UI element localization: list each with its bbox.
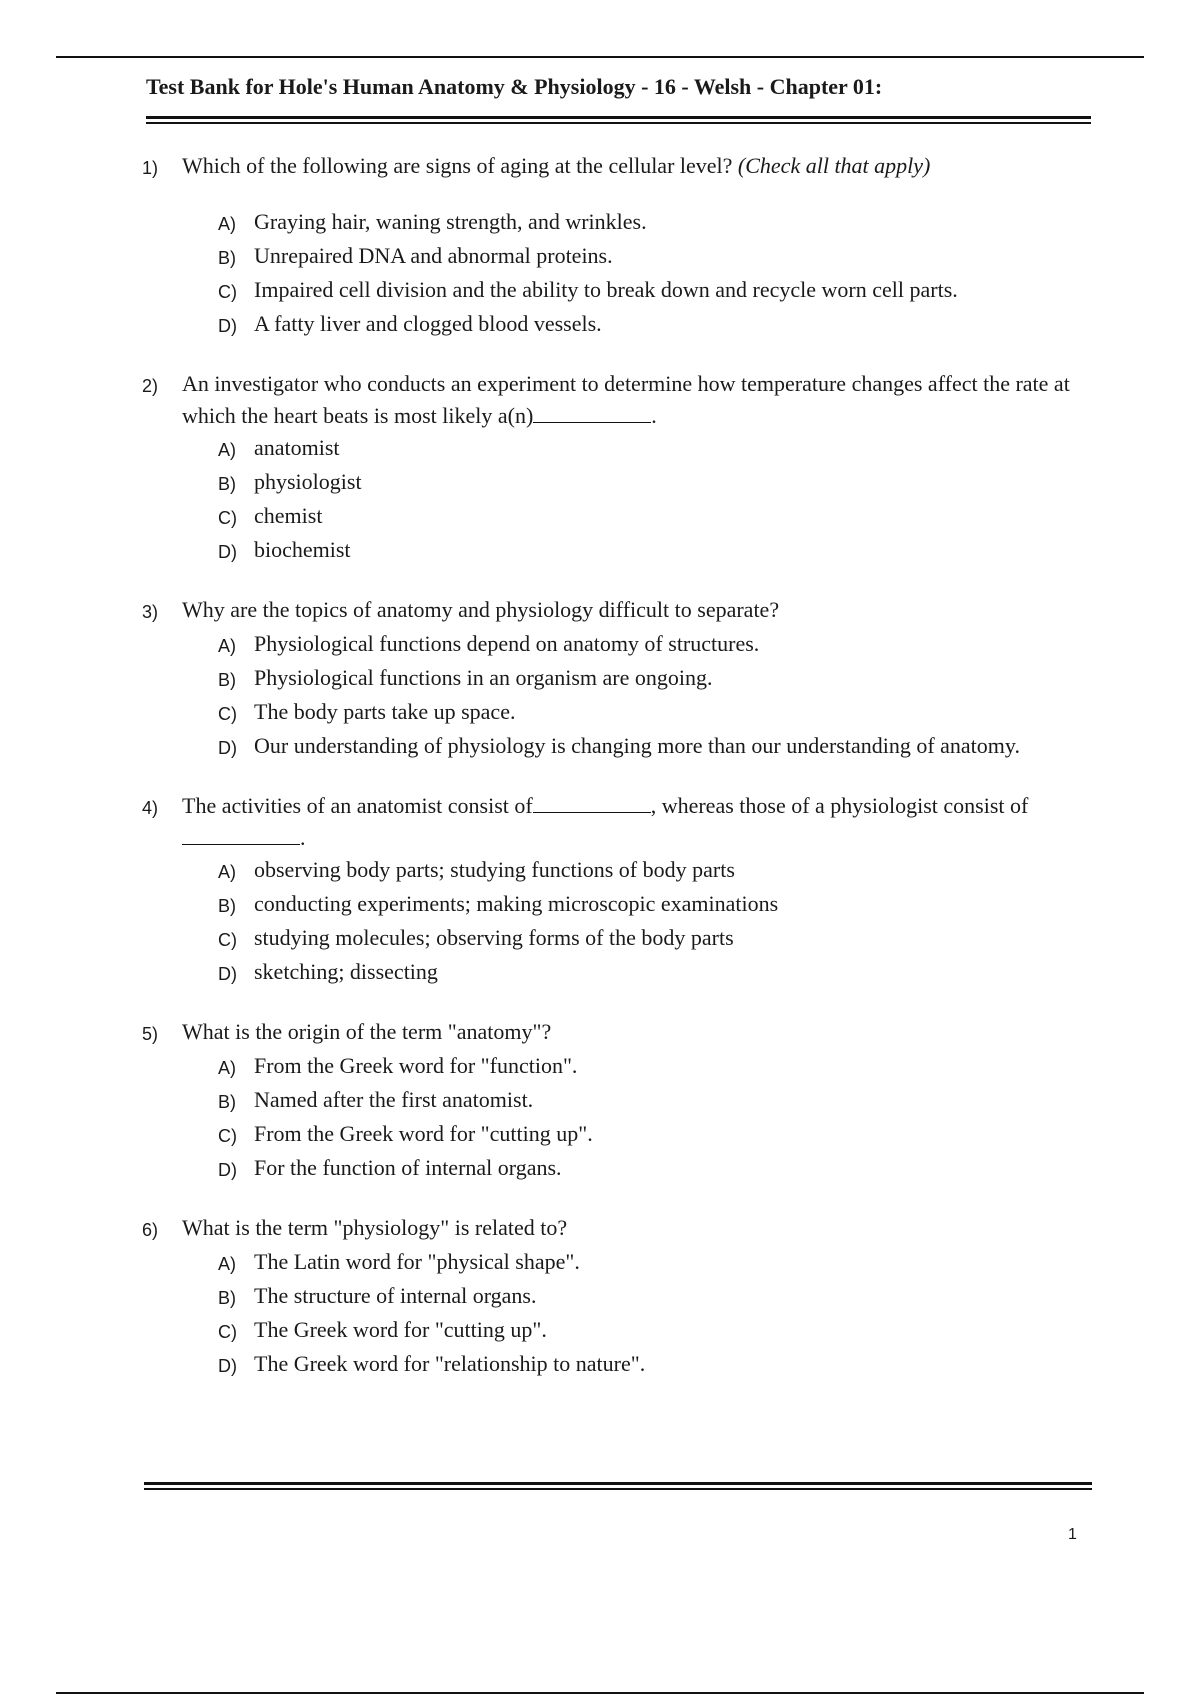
question-number: 3) [142,602,159,622]
answer-option-d [218,1348,1102,1382]
footer-double-rule [144,1482,1092,1490]
answer-option-c [218,922,1102,956]
question-text-part-3: . [300,825,306,850]
option-letter: C) [218,282,237,302]
option-text: physiologist [254,469,362,494]
question-instruction: (Check all that apply) [737,153,931,178]
option-letter: C) [218,1126,237,1146]
option-letter: B) [218,1288,236,1308]
option-letter: C) [218,704,237,724]
option-letter: B) [218,896,236,916]
option-text: sketching; dissecting [254,959,438,984]
question-text [182,790,1102,854]
option-letter: C) [218,930,237,950]
option-text: Unrepaired DNA and abnormal proteins. [254,243,613,268]
top-border-line [56,56,1144,58]
option-text: The structure of internal organs. [254,1283,537,1308]
option-text: A fatty liver and clogged blood vessels. [254,311,602,336]
question-stem [142,594,1102,628]
question-text-main: Which of the following are signs of aging at the cellular level? [182,153,733,178]
option-text: Named after the first anatomist. [254,1087,534,1112]
page-number: 1 [1068,1526,1077,1543]
answer-option-b [218,1280,1102,1314]
question-text-part-1: The activities of an anatomist consist of [182,793,533,818]
question-number: 4) [142,798,159,818]
option-letter: D) [218,738,237,758]
question-text: Why are the topics of anatomy and physiology difficult to separate? [182,597,780,622]
option-letter: B) [218,474,236,494]
option-text: Our understanding of physiology is changing more than our understanding of anatomy. [254,733,1020,758]
question-number: 2) [142,376,159,396]
option-text: The Greek word for "cutting up". [254,1317,547,1342]
option-text: Physiological functions in an organism are ongoing. [254,665,713,690]
answer-option-a [218,628,1102,662]
option-letter: B) [218,670,236,690]
option-letter: D) [218,316,237,336]
option-letter: D) [218,542,237,562]
bottom-border-line [56,1692,1144,1694]
option-text: conducting experiments; making microscopic examinations [254,891,779,916]
answer-option-d [218,534,1102,568]
answer-option-b [218,888,1102,922]
answer-option-d [218,1152,1102,1186]
question-text-after-blank: . [651,403,657,428]
question-4 [142,790,1102,990]
option-letter: C) [218,1322,237,1342]
option-text: The Greek word for "relationship to nature". [254,1351,646,1376]
answer-option-c [218,1314,1102,1348]
option-text: biochemist [254,537,351,562]
question-text: What is the term "physiology" is related to? [182,1215,568,1240]
answer-blank-2 [182,826,300,845]
option-text: observing body parts; studying functions of body parts [254,857,735,882]
option-text: anatomist [254,435,340,460]
option-text: From the Greek word for "function". [254,1053,578,1078]
option-letter: A) [218,636,236,656]
option-text: studying molecules; observing forms of the body parts [254,925,734,950]
document-header [146,72,1091,124]
question-3 [142,594,1102,764]
question-text: What is the origin of the term "anatomy"? [182,1019,552,1044]
question-stem [142,1212,1102,1246]
option-text: Impaired cell division and the ability to break down and recycle worn cell parts. [254,277,958,302]
answer-option-a [218,432,1102,466]
question-stem [142,790,1102,854]
option-letter: D) [218,1356,237,1376]
option-letter: A) [218,1058,236,1078]
answer-options [142,854,1102,990]
option-text: Graying hair, waning strength, and wrinkles. [254,209,647,234]
question-number: 1) [142,158,159,178]
answer-option-c [218,500,1102,534]
answer-option-a [218,206,1102,240]
answer-blank [533,404,651,423]
answer-option-a [218,1246,1102,1280]
option-letter: B) [218,1092,236,1112]
answer-blank-1 [533,794,651,813]
option-letter: A) [218,214,236,234]
question-stem [142,1016,1102,1050]
answer-option-b [218,1084,1102,1118]
answer-option-a [218,854,1102,888]
option-text: The Latin word for "physical shape". [254,1249,580,1274]
answer-option-d [218,308,1102,342]
question-1 [142,150,1102,342]
answer-option-c [218,1118,1102,1152]
option-letter: A) [218,862,236,882]
header-double-rule [146,116,1091,124]
answer-options [142,1246,1102,1382]
question-stem [142,368,1102,432]
question-text-part-2: , whereas those of a physiologist consist of [650,793,1029,818]
option-text: The body parts take up space. [254,699,516,724]
answer-option-c [218,274,1102,308]
option-text: Physiological functions depend on anatomy of structures. [254,631,760,656]
answer-option-b [218,240,1102,274]
answer-options [142,628,1102,764]
option-text: chemist [254,503,323,528]
question-number: 6) [142,1220,159,1240]
document-title: Test Bank for Hole's Human Anatomy & Physiology - 16 - Welsh - Chapter 01: [146,74,883,99]
question-text-before-blank: An investigator who conducts an experiment to determine how temperature changes affect the rate at which the heart beats is most likely a(n) [182,371,1070,428]
question-number: 5) [142,1024,159,1044]
answer-options [142,1050,1102,1186]
answer-option-c [218,696,1102,730]
option-letter: D) [218,1160,237,1180]
option-letter: A) [218,1254,236,1274]
option-letter: A) [218,440,236,460]
option-text: For the function of internal organs. [254,1155,562,1180]
option-letter: B) [218,248,236,268]
question-5 [142,1016,1102,1186]
answer-option-d [218,730,1102,764]
answer-option-a [218,1050,1102,1084]
question-6 [142,1212,1102,1382]
question-text [182,368,1102,432]
answer-options [142,206,1102,342]
answer-options [142,432,1102,568]
answer-option-b [218,662,1102,696]
option-letter: D) [218,964,237,984]
option-text: From the Greek word for "cutting up". [254,1121,593,1146]
question-list [142,150,1102,1408]
question-stem [142,150,1102,184]
answer-option-d [218,956,1102,990]
answer-option-b [218,466,1102,500]
question-2 [142,368,1102,568]
question-text [182,150,1102,184]
option-letter: C) [218,508,237,528]
